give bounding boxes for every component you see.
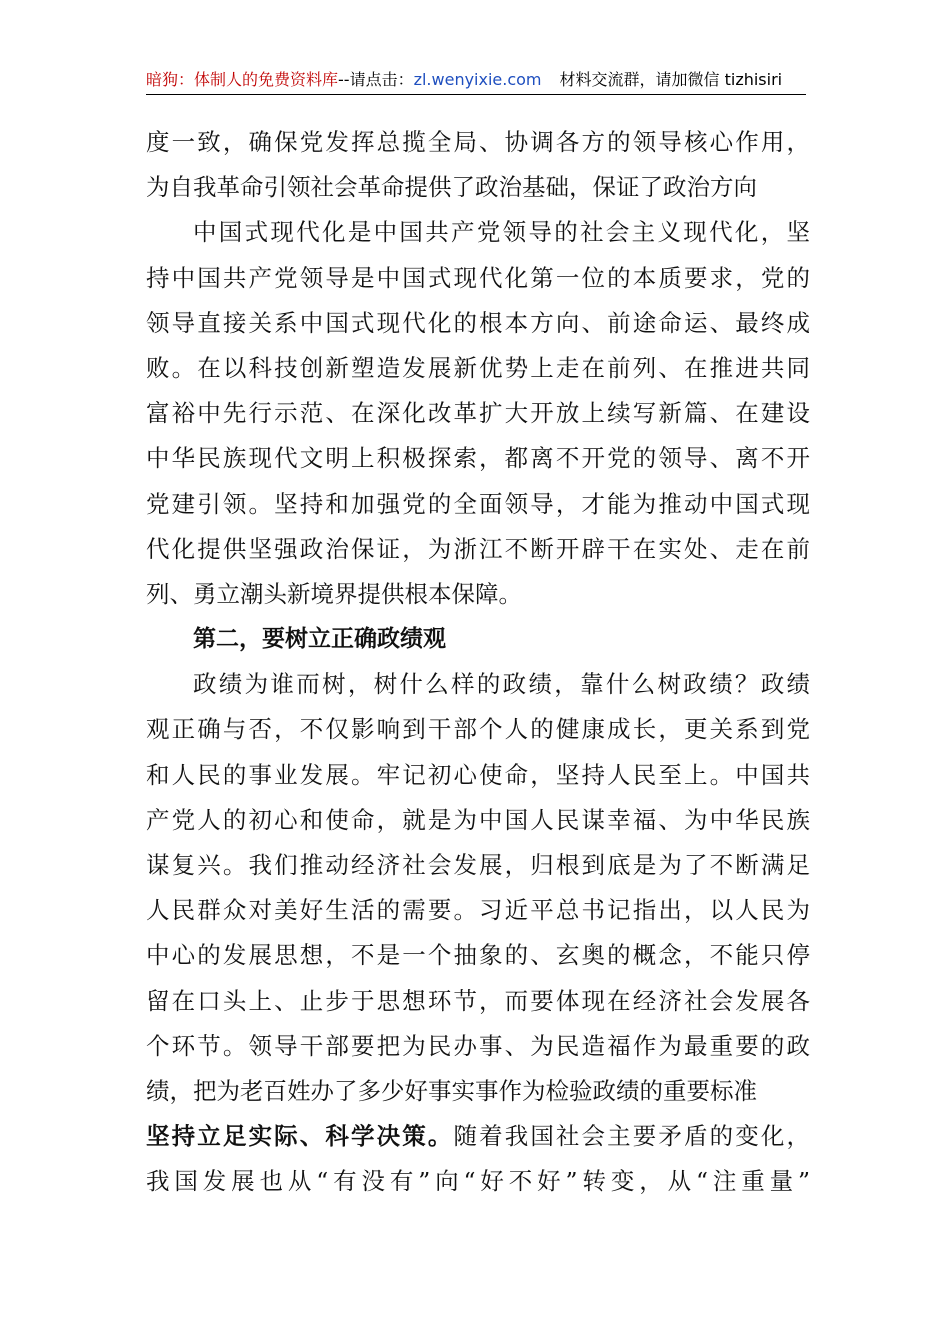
text-line: 观正确与否，不仅影响到干部个人的健康成长，更关系到党	[146, 715, 810, 744]
header-link[interactable]: zl.wenyixie.com	[413, 70, 542, 89]
bold-lead-phrase: 坚持立足实际、科学决策。	[146, 1122, 454, 1151]
header-wechat-note: 材料交流群，请加微信 tizhisiri	[559, 70, 783, 89]
text-line: 中华民族现代文明上积极探索，都离不开党的领导、离不开	[146, 444, 810, 473]
text-line: 富裕中先行示范、在深化改革扩大开放上续写新篇、在建设	[146, 399, 810, 428]
text-line: 持中国共产党领导是中国式现代化第一位的本质要求，党的	[146, 263, 810, 292]
text-line: 领导直接关系中国式现代化的根本方向、前途命运、最终成	[146, 308, 810, 337]
header-site-name: 暗狗：体制人的免费资料库	[146, 70, 339, 89]
text-line: 度一致，确保党发挥总揽全局、协调各方的领导核心作用，	[146, 128, 810, 156]
text-line: 列、勇立潮头新境界提供根本保障。	[146, 579, 522, 608]
text-line: 中心的发展思想，不是一个抽象的、玄奥的概念，不能只停	[146, 941, 810, 970]
text-line: 人民群众对美好生活的需要。习近平总书记指出，以人民为	[146, 896, 810, 925]
section-heading: 第二，要树立正确政绩观	[193, 626, 446, 653]
paragraph	[146, 120, 810, 210]
text-line: 留在口头上、止步于思想环节，而要体现在经济社会发展各	[146, 986, 810, 1015]
text-line: 为自我革命引领社会革命提供了政治基础，保证了政治方向	[146, 173, 757, 202]
text-line: 谋复兴。我们推动经济社会发展，归根到底是为了不断满足	[146, 851, 810, 879]
document-body	[146, 120, 810, 1205]
header-click-prompt: --请点击：	[338, 70, 414, 89]
text-line: 代化提供坚强政治保证，为浙江不断开辟干在实处、走在前	[146, 534, 810, 563]
text-line: 和人民的事业发展。牢记初心使命，坚持人民至上。中国共	[146, 760, 810, 789]
text-line: 我国发展也从“有没有”向“好不好”转变，从“注重量”	[146, 1167, 810, 1196]
text-line: 中国式现代化是中国共产党领导的社会主义现代化，坚	[193, 218, 810, 247]
inline-text: 随着我国社会主要矛盾的变化，	[453, 1122, 811, 1151]
text-line: 党建引领。坚持和加强党的全面领导，才能为推动中国式现	[146, 489, 810, 518]
text-line: 产党人的初心和使命，就是为中国人民谋幸福、为中华民族	[146, 805, 810, 834]
text-line	[146, 1114, 810, 1159]
paragraph	[146, 662, 810, 1114]
page-header	[146, 66, 806, 95]
text-line: 败。在以科技创新塑造发展新优势上走在前列、在推进共同	[146, 353, 810, 382]
text-line: 个环节。领导干部要把为民办事、为民造福作为最重要的政	[146, 1031, 810, 1060]
text-line: 政绩为谁而树，树什么样的政绩，靠什么树政绩？政绩	[193, 670, 810, 699]
paragraph	[146, 210, 810, 617]
paragraph	[146, 1114, 810, 1204]
text-line: 绩，把为老百姓办了多少好事实事作为检验政绩的重要标准	[146, 1076, 757, 1105]
